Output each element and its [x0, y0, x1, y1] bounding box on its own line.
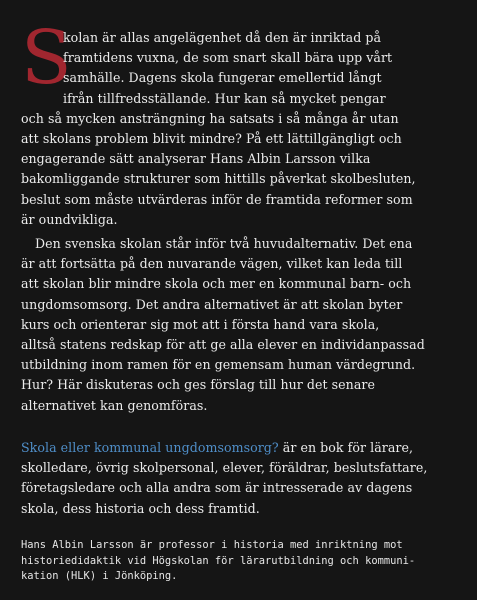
paragraph-intro: [21, 15, 461, 230]
text-line: är att fortsätta på den nuvarande vägen, vilket kan leda till: [21, 256, 403, 272]
text-line: att skolan blir mindre skola och mer en kommunal barn- och: [21, 276, 412, 292]
text-line: att skolans problem blivit mindre? På ett lättillgängligt och: [21, 131, 402, 147]
text-line: företagsledare och alla andra som är intresserade av dagens: [21, 480, 413, 496]
author-bio: [21, 538, 461, 585]
text-line: samhälle. Dagens skola fungerar emellertid långt: [63, 70, 382, 86]
text-line: alternativet kan genomföras.: [21, 397, 208, 413]
paragraph-alternatives: [21, 234, 461, 416]
text-line: framtidens vuxna, de som snart skall bära upp vårt: [63, 50, 393, 66]
text-line: kolan är allas angelägenhet då den är inriktad på: [63, 30, 382, 45]
paragraph-audience: [21, 438, 461, 519]
text-line: Hur? Här diskuteras och ges förslag till hur det senare: [21, 377, 375, 393]
text-line: är oundvikliga.: [21, 211, 118, 227]
text-line: utbildning inom ramen för en gemensam human värdegrund.: [21, 357, 416, 373]
bio-line: Hans Albin Larsson är professor i historia med inriktning mot: [21, 539, 403, 551]
text-line: beslut som måste utvärderas inför de framtida reformer som: [21, 191, 413, 207]
bio-line: historiedidaktik vid Högskolan för lärarutbildning och kommuni-: [21, 554, 416, 567]
text-line: engagerande sätt analyserar Hans Albin Larsson vilka: [21, 151, 371, 167]
text-line: bakomliggande strukturer som hittills påverkat skolbesluten,: [21, 171, 416, 187]
text-line: skolledare, övrig skolpersonal, elever, föräldrar, beslutsfattare,: [21, 460, 428, 476]
text-line: skola, dess historia och dess framtid.: [21, 500, 260, 516]
text-line: ungdomsomsorg. Det andra alternativet är att skolan byter: [21, 296, 403, 312]
bio-line: kation (HLK) i Jönköping.: [21, 570, 178, 583]
text-line: ifrån tillfredsställande. Hur kan så mycket pengar: [63, 90, 386, 106]
text-line: kurs och orienterar sig mot att i första hand vara skola,: [21, 316, 380, 332]
text-fragment: är en bok för lärare,: [278, 440, 414, 455]
text-line: alltså statens redskap för att ge alla elever en individanpassad: [21, 337, 425, 353]
text-line: och så mycken ansträngning ha satsats i så många år utan: [21, 110, 399, 126]
book-title: Skola eller kommunal ungdomsomsorg?: [21, 440, 279, 455]
text-line: Den svenska skolan står inför två huvudalternativ. Det ena: [35, 236, 413, 251]
text-line: [21, 438, 461, 458]
drop-cap-letter: S: [21, 15, 72, 101]
